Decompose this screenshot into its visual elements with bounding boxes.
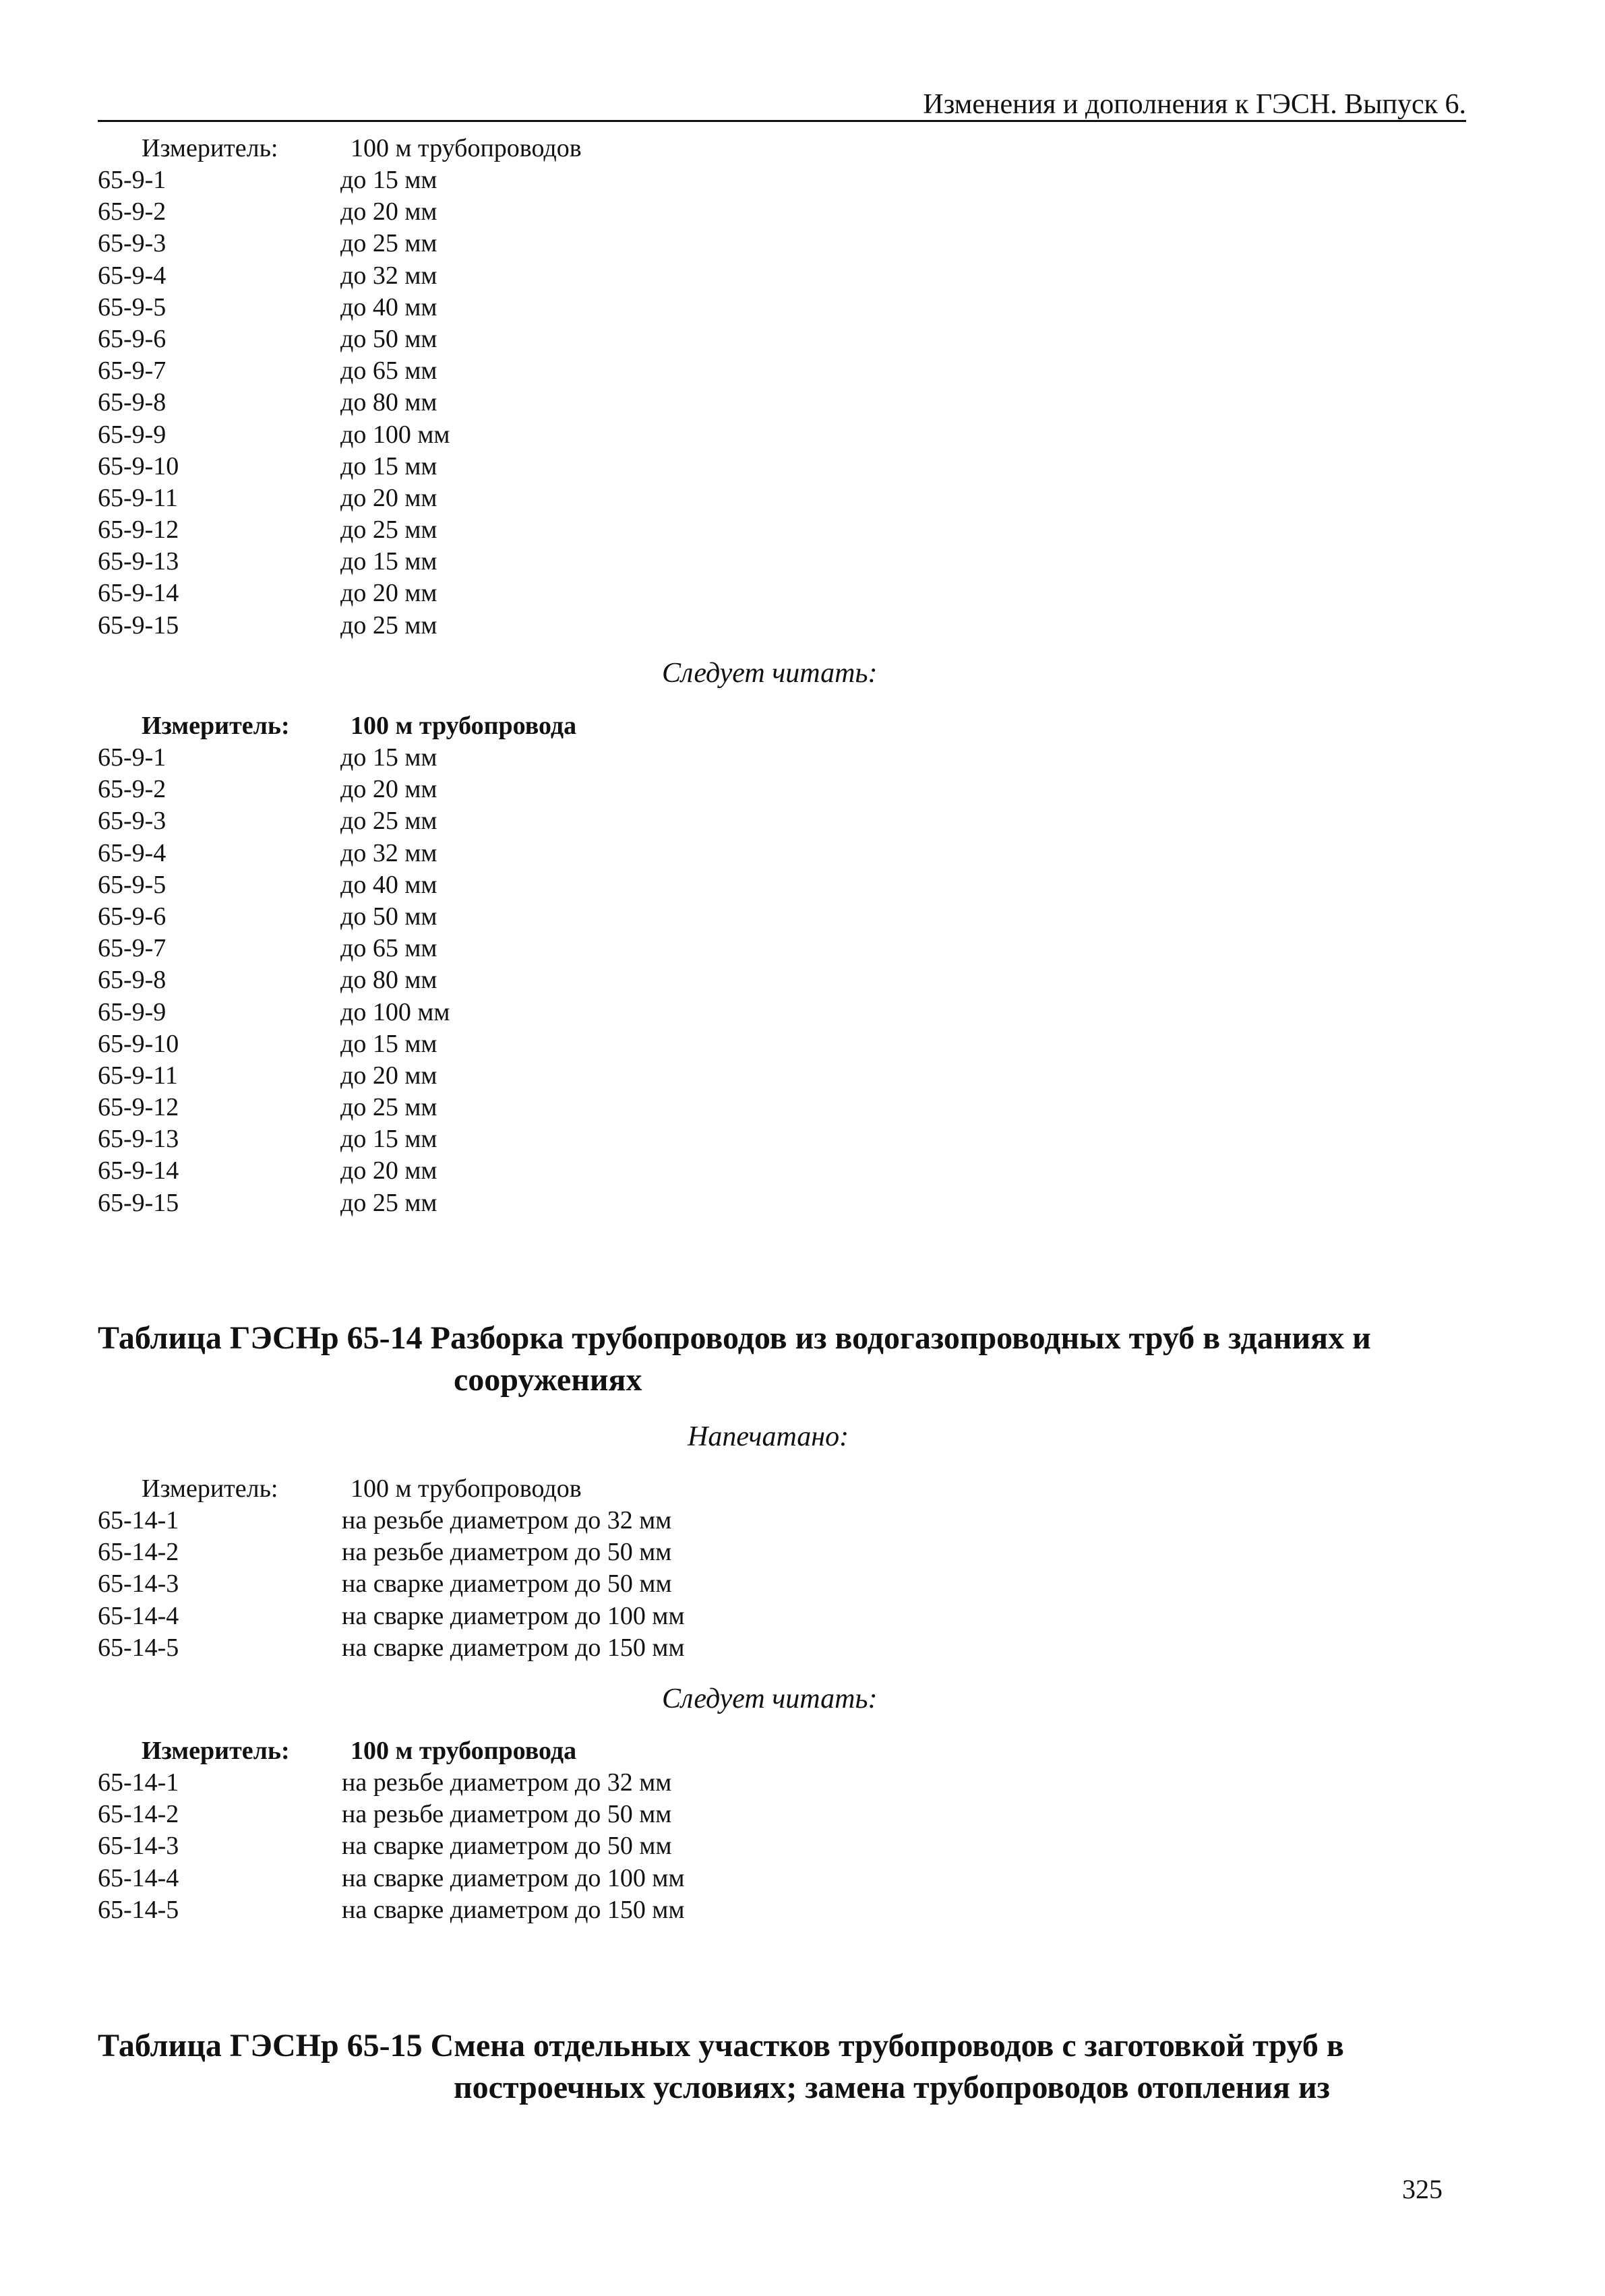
list-item [98, 610, 1379, 642]
item-code: 65-9-4 [98, 838, 166, 867]
list-item [98, 483, 1379, 514]
list-item [98, 774, 1379, 805]
item-code: 65-9-13 [98, 1125, 179, 1154]
list-item [98, 838, 1379, 869]
item-description: на резьбе диаметром до 32 мм [342, 1768, 672, 1797]
item-code: 65-9-9 [98, 997, 166, 1026]
item-description: до 65 мм [340, 356, 437, 385]
item-code: 65-9-5 [98, 870, 166, 899]
list-item [98, 1767, 1379, 1799]
meter-row [98, 1473, 1379, 1505]
meter-label: Измеритель: [142, 134, 278, 162]
list-item [98, 451, 1379, 483]
item-description: на сварке диаметром до 150 мм [342, 1633, 685, 1662]
item-description: до 20 мм [340, 775, 437, 804]
meter-value: 100 м трубопровода [351, 712, 577, 740]
list-item [98, 292, 1379, 323]
block-corrected-65-14 [98, 1735, 1379, 1926]
item-code: 65-9-7 [98, 356, 166, 385]
meter-value: 100 м трубопроводов [351, 1475, 582, 1503]
item-code: 65-14-2 [98, 1538, 179, 1567]
list-item [98, 1830, 1379, 1862]
item-description: до 25 мм [340, 1093, 437, 1122]
item-code: 65-9-14 [98, 579, 179, 608]
list-item [98, 1894, 1379, 1926]
item-code: 65-14-4 [98, 1601, 179, 1630]
table-title-line2: сооружениях [454, 1362, 642, 1398]
table-title-line1: Таблица ГЭСНр 65-15 Смена отдельных участков трубопроводов с заготовкой труб в [98, 2028, 1344, 2064]
list-item [98, 1060, 1379, 1092]
item-code: 65-9-3 [98, 229, 166, 258]
item-code: 65-9-12 [98, 1093, 179, 1122]
list-item [98, 514, 1379, 546]
page-header: Изменения и дополнения к ГЭСН. Выпуск 6. [923, 89, 1466, 120]
item-description: на сварке диаметром до 150 мм [342, 1895, 685, 1924]
block-corrected-65-9 [98, 710, 1379, 1219]
item-description: до 32 мм [340, 261, 437, 290]
item-description: на резьбе диаметром до 50 мм [342, 1538, 672, 1567]
list-item [98, 387, 1379, 418]
list-item [98, 1187, 1379, 1219]
item-code: 65-9-13 [98, 547, 179, 576]
list-item [98, 1799, 1379, 1830]
list-item [98, 419, 1379, 451]
item-description: до 40 мм [340, 870, 437, 899]
item-code: 65-9-7 [98, 934, 166, 963]
meter-row [98, 1735, 1379, 1767]
item-description: до 65 мм [340, 934, 437, 963]
item-code: 65-9-2 [98, 197, 166, 226]
list-item [98, 997, 1379, 1028]
item-code: 65-9-5 [98, 292, 166, 321]
item-description: до 40 мм [340, 292, 437, 321]
list-item [98, 546, 1379, 578]
item-description: на резьбе диаметром до 32 мм [342, 1506, 672, 1534]
table-title-line1: Таблица ГЭСНр 65-14 Разборка трубопроводов из водогазопроводных труб в зданиях и [98, 1320, 1371, 1356]
list-item [98, 1601, 1379, 1632]
item-description: на сварке диаметром до 100 мм [342, 1601, 685, 1630]
meter-label: Измеритель: [142, 712, 290, 740]
item-description: до 20 мм [340, 579, 437, 608]
item-description: до 15 мм [340, 1125, 437, 1154]
item-code: 65-14-5 [98, 1633, 179, 1662]
item-description: на резьбе диаметром до 50 мм [342, 1800, 672, 1829]
meter-value: 100 м трубопровода [351, 1737, 577, 1765]
item-code: 65-14-1 [98, 1768, 179, 1797]
item-code: 65-14-4 [98, 1863, 179, 1892]
item-code: 65-9-15 [98, 611, 179, 640]
list-item [98, 1092, 1379, 1123]
header-rule [98, 120, 1466, 122]
item-description: на сварке диаметром до 50 мм [342, 1570, 672, 1599]
item-description: до 100 мм [340, 997, 450, 1026]
item-description: до 15 мм [340, 1029, 437, 1058]
item-description: до 15 мм [340, 452, 437, 480]
item-description: до 100 мм [340, 420, 450, 449]
item-description: до 20 мм [340, 1061, 437, 1090]
item-description: до 25 мм [340, 611, 437, 640]
table-title-line2: построечных условиях; замена трубопроводов отопления из [454, 2070, 1330, 2105]
item-code: 65-9-1 [98, 166, 166, 194]
item-description: до 25 мм [340, 229, 437, 258]
block-printed-65-14 [98, 1473, 1379, 1664]
item-code: 65-9-10 [98, 452, 179, 480]
item-code: 65-9-2 [98, 775, 166, 804]
list-item [98, 1568, 1379, 1600]
list-item [98, 228, 1379, 259]
list-item [98, 260, 1379, 292]
item-code: 65-9-8 [98, 388, 166, 417]
list-item [98, 355, 1379, 387]
item-description: до 15 мм [340, 547, 437, 576]
item-list [98, 1505, 1379, 1664]
item-code: 65-9-6 [98, 902, 166, 931]
list-item [98, 742, 1379, 774]
item-code: 65-9-15 [98, 1188, 179, 1217]
meter-value: 100 м трубопроводов [351, 134, 582, 162]
item-code: 65-9-8 [98, 966, 166, 995]
item-list [98, 742, 1379, 1219]
item-description: на сварке диаметром до 50 мм [342, 1832, 672, 1861]
item-code: 65-9-11 [98, 1061, 178, 1090]
list-item [98, 964, 1379, 996]
item-description: до 50 мм [340, 324, 437, 353]
item-code: 65-9-10 [98, 1029, 179, 1058]
list-item [98, 196, 1379, 228]
note-read-as: Следует читать: [662, 658, 878, 689]
list-item [98, 1155, 1379, 1187]
item-list [98, 1767, 1379, 1926]
list-item [98, 933, 1379, 964]
item-code: 65-9-9 [98, 420, 166, 449]
list-item [98, 1505, 1379, 1537]
item-description: на сварке диаметром до 100 мм [342, 1863, 685, 1892]
item-description: до 15 мм [340, 166, 437, 194]
item-description: до 80 мм [340, 388, 437, 417]
list-item [98, 1123, 1379, 1155]
table-title-65-14 [98, 1317, 1513, 1401]
block-printed-65-9 [98, 133, 1379, 642]
item-code: 65-14-2 [98, 1800, 179, 1829]
item-description: до 80 мм [340, 966, 437, 995]
item-code: 65-14-3 [98, 1570, 179, 1599]
item-code: 65-9-1 [98, 743, 166, 772]
note-read-as-2: Следует читать: [662, 1683, 878, 1714]
list-item [98, 1632, 1379, 1664]
item-code: 65-9-12 [98, 516, 179, 545]
note-printed: Напечатано: [688, 1421, 849, 1452]
item-code: 65-9-6 [98, 324, 166, 353]
meter-row [98, 133, 1379, 164]
item-code: 65-9-14 [98, 1156, 179, 1185]
list-item [98, 805, 1379, 837]
item-description: до 25 мм [340, 807, 437, 836]
item-description: до 15 мм [340, 743, 437, 772]
list-item [98, 869, 1379, 901]
item-description: до 20 мм [340, 1156, 437, 1185]
list-item [98, 901, 1379, 933]
list-item [98, 578, 1379, 609]
item-description: до 25 мм [340, 516, 437, 545]
table-title-65-15 [98, 2025, 1513, 2109]
item-description: до 20 мм [340, 197, 437, 226]
meter-label: Измеритель: [142, 1475, 278, 1503]
list-item [98, 164, 1379, 196]
item-code: 65-9-3 [98, 807, 166, 836]
list-item [98, 1537, 1379, 1568]
item-code: 65-14-3 [98, 1832, 179, 1861]
list-item [98, 1028, 1379, 1060]
item-code: 65-9-4 [98, 261, 166, 290]
list-item [98, 1863, 1379, 1894]
item-code: 65-14-1 [98, 1506, 179, 1534]
item-code: 65-14-5 [98, 1895, 179, 1924]
item-list [98, 164, 1379, 642]
item-description: до 25 мм [340, 1188, 437, 1217]
meter-label: Измеритель: [142, 1737, 290, 1765]
page-number: 325 [1402, 2174, 1443, 2204]
item-code: 65-9-11 [98, 483, 178, 512]
item-description: до 32 мм [340, 838, 437, 867]
item-description: до 20 мм [340, 483, 437, 512]
list-item [98, 323, 1379, 355]
meter-row [98, 710, 1379, 742]
item-description: до 50 мм [340, 902, 437, 931]
